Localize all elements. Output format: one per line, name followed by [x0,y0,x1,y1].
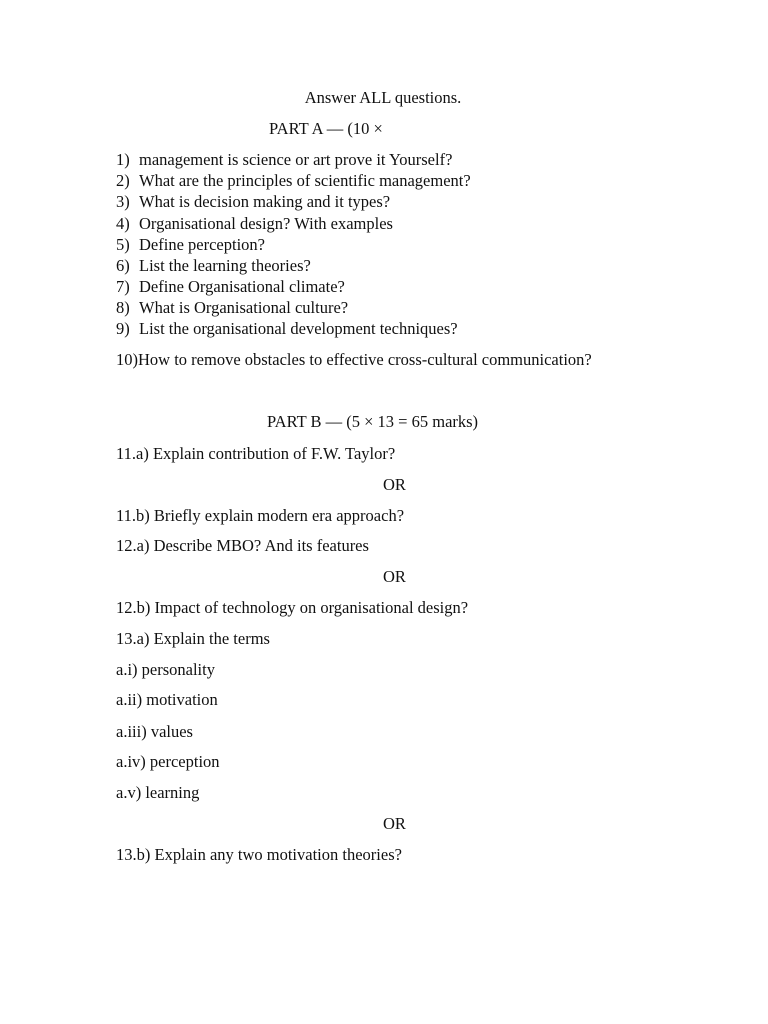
instruction-heading: Answer ALL questions. [304,88,462,107]
question-12b: 12.b) Impact of technology on organisational design? [116,598,469,617]
question-text: management is science or art prove it Yourself? [139,150,453,169]
question-10: 10)How to remove obstacles to effective cross-cultural communication? [116,350,592,369]
question-11a: 11.a) Explain contribution of F.W. Taylor? [116,444,396,463]
or-separator: OR [383,567,406,586]
sub-item: a.v) learning [116,783,200,802]
question-number: 3) [116,192,130,211]
question-text: Organisational design? With examples [139,214,393,233]
question-number: 1) [116,150,130,169]
question-text: What are the principles of scientific management? [139,171,471,190]
question-number: 7) [116,277,130,296]
question-11b: 11.b) Briefly explain modern era approach? [116,506,405,525]
sub-item: a.ii) motivation [116,690,218,709]
part-b-title: PART B — (5 × 13 = 65 marks) [267,412,479,431]
or-separator: OR [383,475,406,494]
question-12a: 12.a) Describe MBO? And its features [116,536,369,555]
question-number: 8) [116,298,130,317]
question-text: Define Organisational climate? [139,277,345,296]
question-text: List the organisational development techniques? [139,319,458,338]
question-number: 6) [116,256,130,275]
question-13a: 13.a) Explain the terms [116,629,270,648]
sub-item: a.iv) perception [116,752,220,771]
part-a-title: PART A — (10 × [269,119,383,138]
sub-item: a.i) personality [116,660,215,679]
question-number: 9) [116,319,130,338]
question-13b: 13.b) Explain any two motivation theories? [116,845,402,864]
question-text: What is Organisational culture? [139,298,349,317]
question-number: 5) [116,235,130,254]
question-number: 4) [116,214,130,233]
question-text: What is decision making and it types? [139,192,391,211]
question-number: 2) [116,171,130,190]
sub-item: a.iii) values [116,722,193,741]
or-separator: OR [383,814,406,833]
question-text: List the learning theories? [139,256,311,275]
question-text: Define perception? [139,235,265,254]
